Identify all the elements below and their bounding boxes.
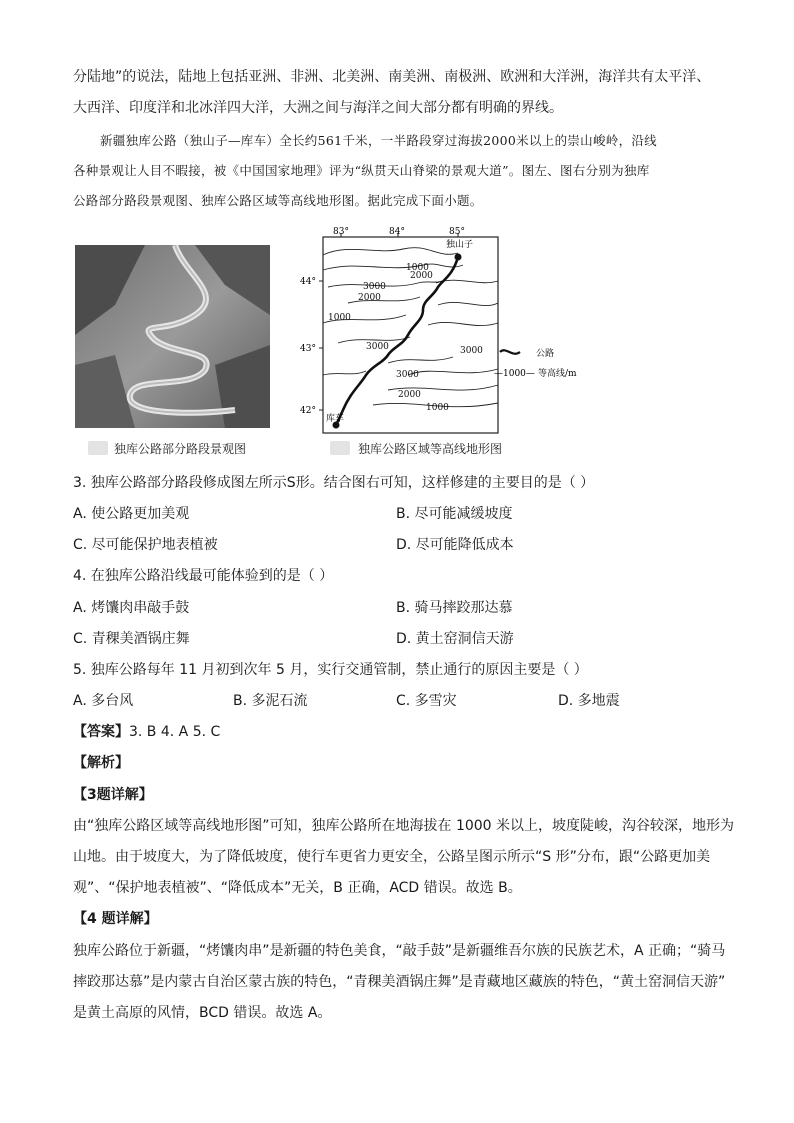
option-b: B. 多泥石流 bbox=[233, 693, 308, 709]
lat-label: 44° bbox=[300, 277, 316, 287]
contour-value: 1000 bbox=[426, 403, 449, 413]
right-figure-caption: 独库公路区域等高线地形图 bbox=[358, 442, 503, 456]
intro-line: 各种景观让人目不暇接，被《中国国家地理》评为“纵贯天山脊梁的景观大道”。图左、图右分别为独库 bbox=[73, 163, 650, 178]
detail-line: 山地。由于坡度大，为了降低坡度，使行车更省力更安全，公路呈图示所示“S 形”分布，跟“公路更加美 bbox=[73, 849, 711, 865]
contour-value: 2000 bbox=[398, 390, 421, 400]
contour-value: 1000 bbox=[328, 313, 351, 323]
option-b: B. 骑马摔跤那达慕 bbox=[396, 600, 513, 616]
option-c: C. 尽可能保护地表植被 bbox=[73, 537, 218, 553]
intro-line: 新疆独库公路（独山子—库车）全长约561千米，一半路段穿过海拔2000米以上的崇山峻岭，沿线 bbox=[100, 133, 657, 148]
left-figure-caption: 独库公路部分路段景观图 bbox=[114, 442, 247, 456]
contour-map bbox=[288, 225, 618, 440]
landscape-photo bbox=[75, 245, 270, 428]
contour-value: 2000 bbox=[358, 293, 381, 303]
option-c: C. 青稞美酒锅庄舞 bbox=[73, 631, 190, 647]
lon-label: 83° bbox=[333, 227, 349, 237]
legend-road-label: 公路 bbox=[536, 349, 555, 359]
detail-line: 观”、“保护地表植被”、“降低成本”无关，B 正确，ACD 错误。故选 B。 bbox=[73, 880, 522, 896]
contour-value: 3000 bbox=[460, 346, 483, 356]
place-label: 独山子 bbox=[446, 240, 474, 250]
answer-label: 【答案】 bbox=[73, 724, 129, 740]
contour-value: 3000 bbox=[396, 370, 419, 380]
place-label: 库车 bbox=[326, 414, 345, 424]
detail-line: 由“独库公路区域等高线地形图”可知，独库公路所在地海拔在 1000 米以上，坡度陡峻，沟谷较深，地形为 bbox=[73, 818, 735, 834]
question-stem: 4. 在独库公路沿线最可能体验到的是（ ） bbox=[73, 568, 334, 584]
text-line: 大西洋、印度洋和北冰洋四大洋，大洲之间与海洋之间大部分都有明确的界线。 bbox=[73, 100, 563, 116]
detail-line: 摔跤那达慕”是内蒙古自治区蒙古族的特色，“青稞美酒锅庄舞”是青藏地区藏族的特色，“黄土窑洞信天游” bbox=[73, 974, 726, 990]
analysis-label: 【解析】 bbox=[73, 755, 129, 771]
question-stem: 3. 独库公路部分路段修成图左所示S形。结合图右可知，这样修建的主要目的是（ ） bbox=[73, 475, 595, 491]
answer-text: 3. B 4. A 5. C bbox=[129, 724, 221, 740]
detail-line: 是黄土高原的风情，BCD 错误。故选 A。 bbox=[73, 1005, 332, 1021]
blurred-mark bbox=[330, 441, 350, 455]
contour-value: 3000 bbox=[363, 282, 386, 292]
question-stem: 5. 独库公路每年 11 月初到次年 5 月，实行交通管制，禁止通行的原因主要是（ ） bbox=[73, 662, 588, 678]
option-d: D. 尽可能降低成本 bbox=[396, 537, 514, 553]
option-a: A. 烤馕肉串敲手鼓 bbox=[73, 600, 190, 616]
detail-title: 【3题详解】 bbox=[73, 787, 153, 803]
lon-label: 84° bbox=[389, 227, 405, 237]
contour-value: 3000 bbox=[366, 342, 389, 352]
option-b: B. 尽可能减缓坡度 bbox=[396, 506, 513, 522]
intro-line: 公路部分路段景观图、独库公路区域等高线地形图。据此完成下面小题。 bbox=[73, 193, 483, 208]
lat-label: 43° bbox=[300, 344, 316, 354]
answer-line bbox=[73, 721, 734, 743]
option-c: C. 多雪灾 bbox=[396, 693, 457, 709]
dushanzi-marker bbox=[455, 254, 462, 261]
option-d: D. 黄土窑洞信天游 bbox=[396, 631, 514, 647]
contour-value: 1000 bbox=[406, 263, 429, 273]
lon-label: 85° bbox=[449, 227, 465, 237]
option-d: D. 多地震 bbox=[558, 693, 620, 709]
winding-road-illustration bbox=[75, 245, 270, 428]
contour-value: 2000 bbox=[410, 271, 433, 281]
option-a: A. 多台风 bbox=[73, 693, 134, 709]
legend-road-symbol bbox=[500, 350, 520, 353]
legend-contour-label: 等高线/m bbox=[538, 369, 577, 379]
option-a: A. 使公路更加美观 bbox=[73, 506, 190, 522]
detail-title: 【4 题详解】 bbox=[73, 911, 158, 927]
text-line: 分陆地”的说法，陆地上包括亚洲、非洲、北美洲、南美洲、南极洲、欧洲和大洋洲，海洋共有太平洋、 bbox=[73, 69, 711, 85]
legend-contour-symbol: —1000— bbox=[494, 369, 535, 379]
contour-map-svg bbox=[288, 225, 618, 440]
lat-label: 42° bbox=[300, 406, 316, 416]
detail-line: 独库公路位于新疆，“烤馕肉串”是新疆的特色美食，“敲手鼓”是新疆维吾尔族的民族艺术，A 正确；“骑马 bbox=[73, 943, 726, 959]
blurred-mark bbox=[88, 441, 108, 455]
